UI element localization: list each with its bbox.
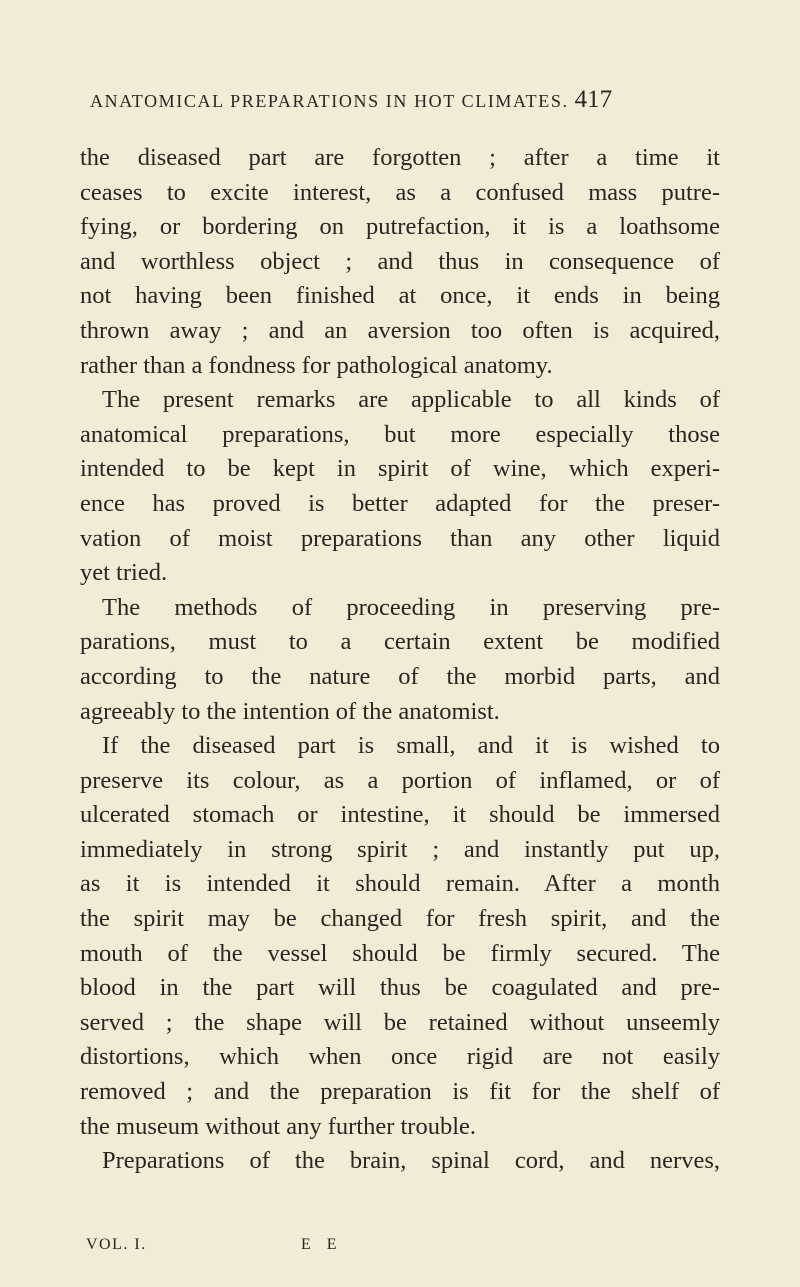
text-line: agreeably to the intention of the anatomist.: [80, 697, 500, 725]
text-line: distortions, which when once rigid are not easily: [80, 1043, 720, 1071]
text-line: ulcerated stomach or intestine, it should be immersed: [80, 801, 720, 829]
text-line: intended to be kept in spirit of wine, which experi-: [80, 455, 720, 483]
text-line: not having been finished at once, it ends in being: [80, 282, 720, 310]
text-line: the diseased part are forgotten ; after a time it: [80, 144, 720, 171]
text-line: according to the nature of the morbid parts, and: [80, 662, 720, 690]
text-line: ence has proved is better adapted for the preser-: [80, 489, 720, 517]
paragraph-start-line: Preparations of the brain, spinal cord, and nerves,: [102, 1147, 720, 1175]
running-title: ANATOMICAL PREPARATIONS IN HOT CLIMATES.: [90, 91, 569, 111]
paragraph-start-line: The methods of proceeding in preserving pre-: [102, 593, 720, 621]
text-line: anatomical preparations, but more especially those: [80, 420, 720, 448]
text-line: ceases to excite interest, as a confused mass putre-: [80, 178, 720, 206]
body-text: [80, 141, 720, 1179]
text-line: yet tried.: [80, 559, 168, 587]
text-line: the museum without any further trouble.: [80, 1112, 476, 1140]
running-head: [90, 86, 710, 114]
page-number: 417: [574, 86, 613, 113]
text-line: and worthless object ; and thus in consequence of: [80, 247, 720, 275]
paragraph-start-line: The present remarks are applicable to all kinds of: [102, 386, 720, 414]
text-line: as it is intended it should remain. After a month: [80, 870, 720, 898]
text-line: thrown away ; and an aversion too often is acquired,: [80, 316, 720, 344]
text-line: vation of moist preparations than any other liquid: [80, 524, 720, 552]
text-line: preserve its colour, as a portion of inflamed, or of: [80, 766, 720, 794]
text-line: rather than a fondness for pathological anatomy.: [80, 351, 553, 379]
text-line: blood in the part will thus be coagulated and pre-: [80, 974, 720, 1002]
signature-mark: E E: [301, 1236, 343, 1253]
text-line: removed ; and the preparation is fit for the shelf of: [80, 1078, 720, 1106]
text-line: served ; the shape will be retained without unseemly: [80, 1008, 720, 1036]
volume-mark: VOL. I.: [86, 1236, 147, 1253]
text-line: parations, must to a certain extent be modified: [80, 628, 720, 656]
text-line: immediately in strong spirit ; and instantly put up,: [80, 835, 720, 863]
text-line: mouth of the vessel should be firmly secured. The: [80, 939, 720, 967]
paragraph-start-line: If the diseased part is small, and it is wished to: [102, 732, 720, 760]
text-line: fying, or bordering on putrefaction, it is a loathsome: [80, 213, 720, 241]
text-line: the spirit may be changed for fresh spirit, and the: [80, 905, 720, 933]
